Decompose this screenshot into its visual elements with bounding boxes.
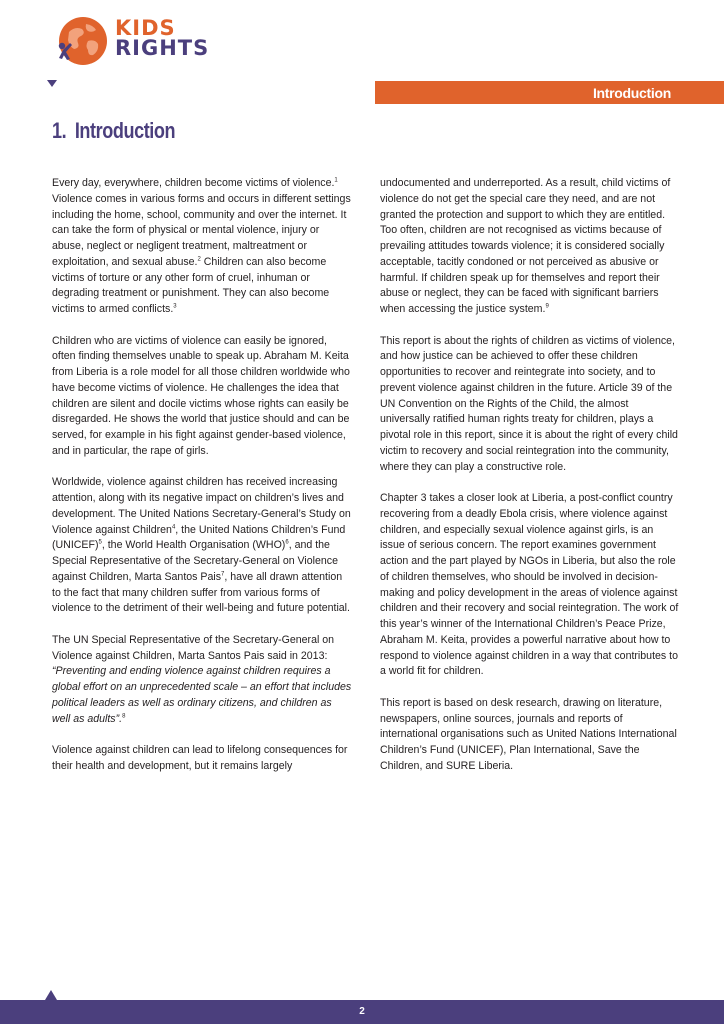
logo-wordmark-rights: RIGHTS [115,36,210,60]
page-number: 2 [359,1006,365,1017]
paragraph-text: , the United Nations Children’s Fund (UNICEF) [52,523,346,552]
footer-marker-triangle [45,990,57,1000]
footnote-reference: 3 [173,303,177,310]
paragraph-text: Violence against children can lead to lifelong consequences for their health and development, but it remains largely [52,744,348,772]
paragraph-text: This report is about the rights of children as victims of violence, and how justice can be achieved to offer these children opportunities to recover and reintegrate into society, and to prevent violence against children in the future. Article 39 of the UN Convention on the Rights of the Child, the almost universally ratified human rights treaty for children, plays a pivotal role in this report, since it is about the right of every child victim to recovery and social reintegration into the community, where they can play a constructive role. [380,334,678,473]
paragraph-text: This report is based on desk research, drawing on literature, newspapers, online sources, journals and reports of international organisations such as United Nations International Children’s Fund (UNICEF), Plan International, Save the Children, and SURE Liberia. [380,696,677,772]
footnote-reference: 5 [98,539,102,546]
paragraph-text: Chapter 3 takes a closer look at Liberia, a post-conflict country recovering from a deadly Ebola crisis, where violence against children, and especially sexual violence against girls, is an issue of serious concern. The report examines government action and the part played by NGOs in Liberia, but also the role of children themselves, who should be involved in decision-making and policy development in the areas of violence against children and their recovery and social reintegration. The work of this year’s winner of the International Children’s Peace Prize, Abraham M. Keita, provides a powerful narrative about how to respond to violence against children in a way that contributes to a world fit for children. [380,492,679,678]
body-paragraph [380,334,680,476]
body-paragraph [52,475,352,617]
left-text-column [52,176,352,775]
footnote-reference: 4 [171,523,176,530]
page-title: 1. Introduction [52,118,176,143]
quotation-text: “Preventing and ending violence against children requires a global effort on an unprecedented scale – an effort that includes political leaders as well as ordinary citizens, and children as well as adults”. [52,665,352,725]
logo-wordmark-kids: KIDS [115,16,176,40]
body-paragraph [380,176,680,318]
footnote-reference: 1 [334,177,338,184]
paragraph-text: Every day, everywhere, children become victims of violence. [52,177,335,189]
footer-bar [0,1000,724,1024]
paragraph-text: , have all drawn attention to the fact that many children suffer from various forms of violence to the detriment of their well-being and future potential. [52,570,350,615]
body-paragraph [52,334,352,460]
section-header-bar [375,81,724,104]
footnote-reference: 2 [197,256,201,263]
paragraph-text: Children can also become victims of torture or any other form of cruel, inhuman or degrading treatment or punishment. They can also become victims to armed conflicts. [52,255,330,315]
body-paragraph [52,176,352,318]
paragraph-text: undocumented and underreported. As a result, child victims of violence do not get the special care they need, and are not granted the protection and support to which they are entitled. Too often, children are not recognised as victims because of prevailing attitudes towards violence; it is considered socially acceptable, tacitly condoned or not perceived as abusive or harmful. If children speak up for themselves and report their abuse or neglect, they can be faced with significant barriers when accessing the justice system. [380,177,671,315]
paragraph-text: Worldwide, violence against children has received increasing attention, along with its negative impact on children’s lives and development. The United Nations Secretary-General’s Study on Violence against Children [52,476,351,536]
footnote-reference: 8 [122,712,126,719]
paragraph-text: , the World Health Organisation (WHO) [101,539,286,552]
kidsrights-logo [52,14,222,70]
right-text-column [380,176,680,775]
paragraph-text: Children who are victims of violence can easily be ignored, often finding themselves unable to speak up. Abraham M. Keita from Liberia is a role model for all those children worldwide who have become victims of violence. He challenges the idea that children are silent and docile victims whose rights can easily be disregarded. He shows the world that justice should and can be served, for example in his fight against gender-based violence, and in particular, the rape of girls. [52,334,350,457]
footnote-reference: 9 [545,303,549,310]
body-paragraph [52,633,352,728]
paragraph-text: Violence comes in various forms and occurs in different settings including the home, school, community and over the internet. It can take the form of physical or mental violence, injury or abuse, neglect or negligent treatment, maltreatment or exploitation, and sexual abuse. [52,192,351,268]
paragraph-text: , and the Special Representative of the Secretary-General on Violence against Children, Marta Santos Pais [52,539,339,583]
section-header-label: Introduction [592,85,671,101]
body-paragraph [380,491,680,680]
body-paragraph [380,696,680,775]
footnote-reference: 6 [285,539,289,546]
header-marker-triangle [47,80,57,87]
body-paragraph [52,743,352,775]
paragraph-text: The UN Special Representative of the Secretary-General on Violence against Children, Marta Santos Pais said in 2013: [52,633,335,662]
footnote-reference: 7 [221,571,225,578]
globe-with-child-icon [52,14,110,70]
